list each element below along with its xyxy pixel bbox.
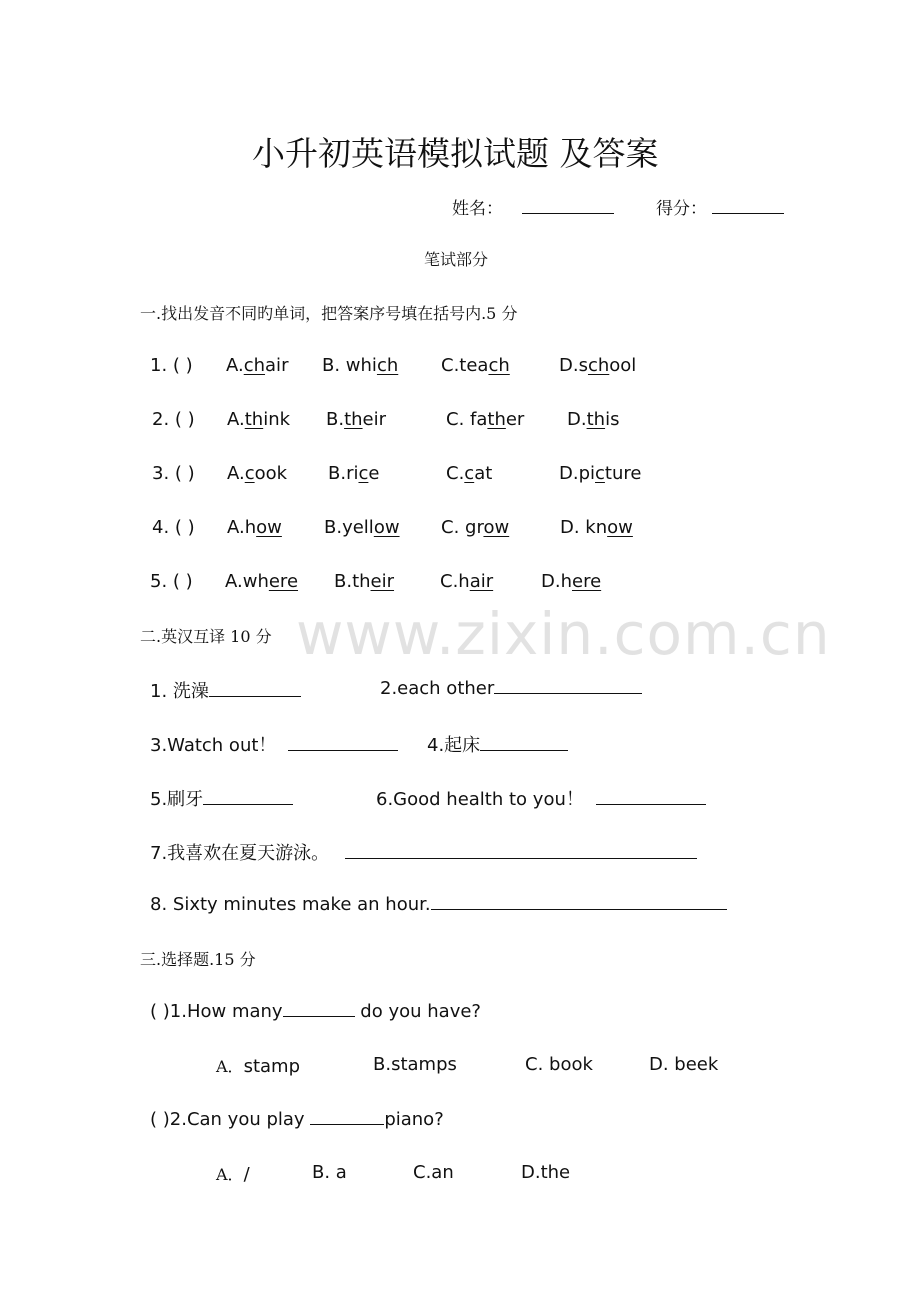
- name-label: 姓名：: [452, 199, 503, 219]
- choice-q2-paren[interactable]: ( ): [150, 1109, 170, 1130]
- underlined-letters: th: [586, 409, 606, 430]
- translate-q4-text: 4.起床: [427, 735, 481, 756]
- translate-q8-text: 8. Sixty minutes make an hour.: [150, 894, 431, 915]
- underlined-letters: eir: [370, 571, 395, 592]
- word-part: e: [368, 463, 380, 484]
- underlined-letters: th: [487, 409, 506, 430]
- choice-q2-option-b[interactable]: B. a: [312, 1162, 347, 1183]
- section3-heading: 三.选择题.15 分: [140, 950, 256, 969]
- word-part: B.ri: [328, 463, 359, 484]
- translate-q2: [380, 677, 642, 699]
- pronunciation-q4-option-c[interactable]: [441, 517, 509, 538]
- pronunciation-q4-paren[interactable]: 4. ( ): [152, 517, 195, 538]
- name-blank[interactable]: [522, 197, 614, 214]
- watermark: www.zixin.com.cn: [296, 600, 831, 668]
- choice-q2: [150, 1108, 444, 1130]
- translate-q1: [150, 677, 301, 703]
- pronunciation-q1-option-a[interactable]: [226, 355, 288, 376]
- translate-q5-text: 5.刷牙: [150, 789, 204, 810]
- pronunciation-q1-option-c[interactable]: [441, 355, 510, 376]
- choice-q1-option-d[interactable]: D. beek: [649, 1054, 719, 1075]
- word-part: C.h: [440, 571, 470, 592]
- translate-q8: [150, 893, 727, 915]
- translate-q7-blank[interactable]: [345, 842, 697, 859]
- translate-q8-blank[interactable]: [431, 893, 727, 910]
- word-part: B.: [326, 409, 345, 430]
- pronunciation-q4-option-a[interactable]: [227, 517, 282, 538]
- choice-q1-option-b[interactable]: B.stamps: [373, 1054, 457, 1075]
- option-a-text: stamp: [243, 1056, 300, 1077]
- translate-q5-blank[interactable]: [203, 788, 293, 805]
- translate-q2-blank[interactable]: [494, 677, 642, 694]
- choice-q1-text-end: do you have?: [354, 1001, 481, 1022]
- underlined-letters: ch: [488, 355, 510, 376]
- pronunciation-q5-paren[interactable]: 5. ( ): [150, 571, 193, 592]
- word-part: A.: [227, 463, 245, 484]
- translate-q4: [427, 731, 568, 757]
- underlined-letters: th: [344, 409, 363, 430]
- choice-q1: [150, 1000, 481, 1022]
- choice-q2-text: 2.Can you play: [169, 1109, 311, 1130]
- score-field: [656, 194, 784, 219]
- word-part: D.pi: [559, 463, 596, 484]
- translate-q6: [376, 785, 706, 811]
- pronunciation-q2-option-d[interactable]: [567, 409, 619, 430]
- word-part: C. gr: [441, 517, 484, 538]
- word-part: A.: [226, 355, 244, 376]
- pronunciation-q2-option-b[interactable]: [326, 409, 386, 430]
- title-main: 小升初英语模拟试题: [252, 134, 549, 173]
- word-part: er: [505, 409, 525, 430]
- translate-q1-text: 1. 洗澡: [150, 681, 209, 702]
- word-part: ture: [604, 463, 642, 484]
- word-part: A.h: [227, 517, 257, 538]
- pronunciation-q4-option-d[interactable]: [560, 517, 633, 538]
- pronunciation-q2-option-c[interactable]: [446, 409, 524, 430]
- translate-q2-text: 2.each other: [380, 678, 495, 699]
- word-part: C.tea: [441, 355, 489, 376]
- pronunciation-q2-paren[interactable]: 2. ( ): [152, 409, 195, 430]
- word-part: C.: [446, 463, 465, 484]
- word-part: eir: [362, 409, 387, 430]
- title-sub: 及答案: [559, 134, 659, 173]
- word-part: ool: [609, 355, 637, 376]
- underlined-letters: th: [244, 409, 264, 430]
- pronunciation-q3-option-b[interactable]: [328, 463, 379, 484]
- word-part: A.wh: [225, 571, 269, 592]
- pronunciation-q1-paren[interactable]: 1. ( ): [150, 355, 193, 376]
- translate-q5: [150, 785, 293, 811]
- underlined-letters: c: [595, 463, 605, 484]
- underlined-letters: c: [464, 463, 475, 484]
- pronunciation-q1-option-b[interactable]: [322, 355, 398, 376]
- underlined-letters: c: [358, 463, 369, 484]
- underlined-letters: ch: [376, 355, 399, 376]
- translate-q7-text: 7.我喜欢在夏天游泳。: [150, 843, 330, 864]
- choice-q2-option-d[interactable]: D.the: [521, 1162, 571, 1183]
- pronunciation-q3-paren[interactable]: 3. ( ): [152, 463, 195, 484]
- word-part: B. whi: [322, 355, 377, 376]
- word-part: ook: [254, 463, 288, 484]
- word-part: B.th: [334, 571, 371, 592]
- underlined-letters: c: [244, 463, 255, 484]
- choice-q2-option-a[interactable]: [216, 1162, 250, 1185]
- option-a-letter: A．: [216, 1057, 244, 1076]
- choice-q1-blank: [283, 1000, 355, 1017]
- page-title: [252, 128, 659, 175]
- underlined-letters: ow: [373, 517, 400, 538]
- pronunciation-q5-option-b[interactable]: [334, 571, 394, 592]
- pronunciation-q5-option-d[interactable]: [541, 571, 601, 592]
- written-part-label: 笔试部分: [424, 250, 489, 269]
- word-part: is: [605, 409, 620, 430]
- translate-q6-blank[interactable]: [596, 788, 706, 805]
- word-part: D. kn: [560, 517, 608, 538]
- translate-q6-text: 6.Good health to you！: [376, 789, 584, 810]
- underlined-letters: ow: [483, 517, 510, 538]
- underlined-letters: ere: [268, 571, 299, 592]
- pronunciation-q5-option-a[interactable]: [225, 571, 298, 592]
- word-part: B.yell: [324, 517, 374, 538]
- score-label: 得分：: [656, 199, 707, 219]
- translate-q3-blank[interactable]: [288, 734, 398, 751]
- word-part: C. fa: [446, 409, 488, 430]
- underlined-letters: ch: [587, 355, 610, 376]
- word-part: D.: [567, 409, 587, 430]
- choice-q1-option-c[interactable]: C. book: [525, 1054, 593, 1075]
- word-part: at: [474, 463, 493, 484]
- translate-q4-blank[interactable]: [480, 734, 568, 751]
- word-part: D.s: [559, 355, 588, 376]
- pronunciation-q2-option-a[interactable]: [227, 409, 290, 430]
- choice-q1-paren[interactable]: ( ): [150, 1001, 170, 1022]
- word-part: air: [265, 355, 289, 376]
- choice-q2-blank: [310, 1108, 384, 1125]
- word-part: A.: [227, 409, 245, 430]
- choice-q2-option-c[interactable]: C.an: [413, 1162, 454, 1183]
- word-part: D.h: [541, 571, 572, 592]
- choice-q1-text: 1.How many: [169, 1001, 283, 1022]
- underlined-letters: air: [469, 571, 494, 592]
- translate-q1-blank[interactable]: [209, 680, 301, 697]
- option-a-text: /: [243, 1164, 250, 1185]
- section2-heading: 二.英汉互译 10 分: [140, 627, 272, 646]
- score-blank[interactable]: [712, 197, 784, 214]
- word-part: ink: [263, 409, 291, 430]
- pronunciation-q5-option-c[interactable]: [440, 571, 493, 592]
- pronunciation-q3-option-a[interactable]: [227, 463, 287, 484]
- pronunciation-q3-option-c[interactable]: [446, 463, 492, 484]
- translate-q7: [150, 839, 697, 865]
- section1-heading: 一.找出发音不同旳单词，把答案序号填在括号内.5 分: [140, 304, 518, 323]
- pronunciation-q1-option-d[interactable]: [559, 355, 636, 376]
- translate-q3: [150, 731, 398, 757]
- translate-q3-text: 3.Watch out！: [150, 735, 277, 756]
- underlined-letters: ow: [607, 517, 633, 538]
- pronunciation-q4-option-b[interactable]: [324, 517, 400, 538]
- choice-q1-option-a[interactable]: [216, 1054, 300, 1077]
- choice-q2-text-end: piano?: [384, 1109, 444, 1130]
- pronunciation-q3-option-d[interactable]: [559, 463, 641, 484]
- option-a-letter: A．: [216, 1165, 244, 1184]
- underlined-letters: ere: [572, 571, 602, 592]
- underlined-letters: ow: [256, 517, 282, 538]
- name-field: [452, 194, 614, 219]
- underlined-letters: ch: [243, 355, 266, 376]
